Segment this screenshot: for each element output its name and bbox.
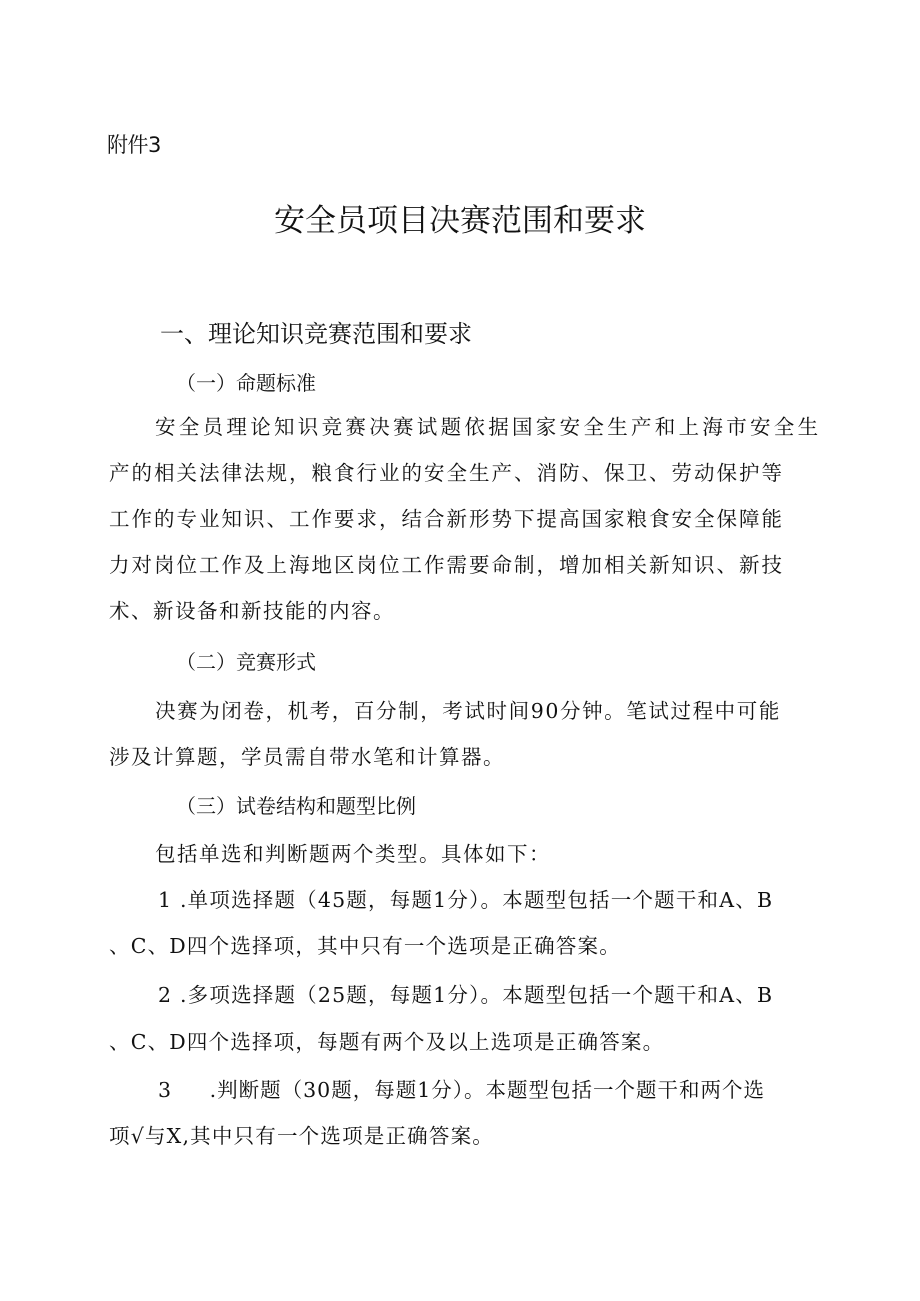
subsection-heading-standard: （一）命题标准 [176,371,316,395]
structure-intro: 包括单选和判断题两个类型。具体如下： [155,842,551,866]
attachment-label: 附件3 [107,133,161,157]
standard-line-2: 产的相关法律法规，粮食行业的安全生产、消防、保卫、劳动保护等 [109,461,784,485]
format-line-1: 决赛为闭卷，机考，百分制，考试时间90分钟。笔试过程中可能 [155,699,781,723]
question-type-1-line-2: 、C、D四个选择项，其中只有一个选项是正确答案。 [109,934,621,958]
section-heading-theory: 一、理论知识竞赛范围和要求 [160,320,472,348]
standard-line-1: 安全员理论知识竞赛决赛试题依据国家安全生产和上海市安全生 [155,415,822,439]
document-title: 安全员项目决赛范围和要求 [274,203,646,239]
standard-line-5: 术、新设备和新技能的内容。 [109,599,395,623]
standard-line-3: 工作的专业知识、工作要求，结合新形势下提高国家粮食安全保障能 [109,507,784,531]
subsection-heading-format: （二）竞赛形式 [176,650,316,674]
question-type-2-line-2: 、C、D四个选择项，每题有两个及以上选项是正确答案。 [109,1030,665,1054]
format-line-2: 涉及计算题，学员需自带水笔和计算器。 [109,745,505,769]
question-type-2-line-1: 2 .多项选择题（25题，每题1分）。本题型包括一个题干和A、B [158,983,774,1007]
question-type-3-line-2: 项√与X,其中只有一个选项是正确答案。 [109,1124,494,1148]
standard-line-4: 力对岗位工作及上海地区岗位工作需要命制，增加相关新知识、新技 [109,553,784,577]
subsection-heading-structure: （三）试卷结构和题型比例 [176,794,416,818]
question-type-3-line-1: 3 .判断题（30题，每题1分）。本题型包括一个题干和两个选 [158,1078,766,1102]
question-type-1-line-1: 1 .单项选择题（45题，每题1分）。本题型包括一个题干和A、B [158,888,774,912]
